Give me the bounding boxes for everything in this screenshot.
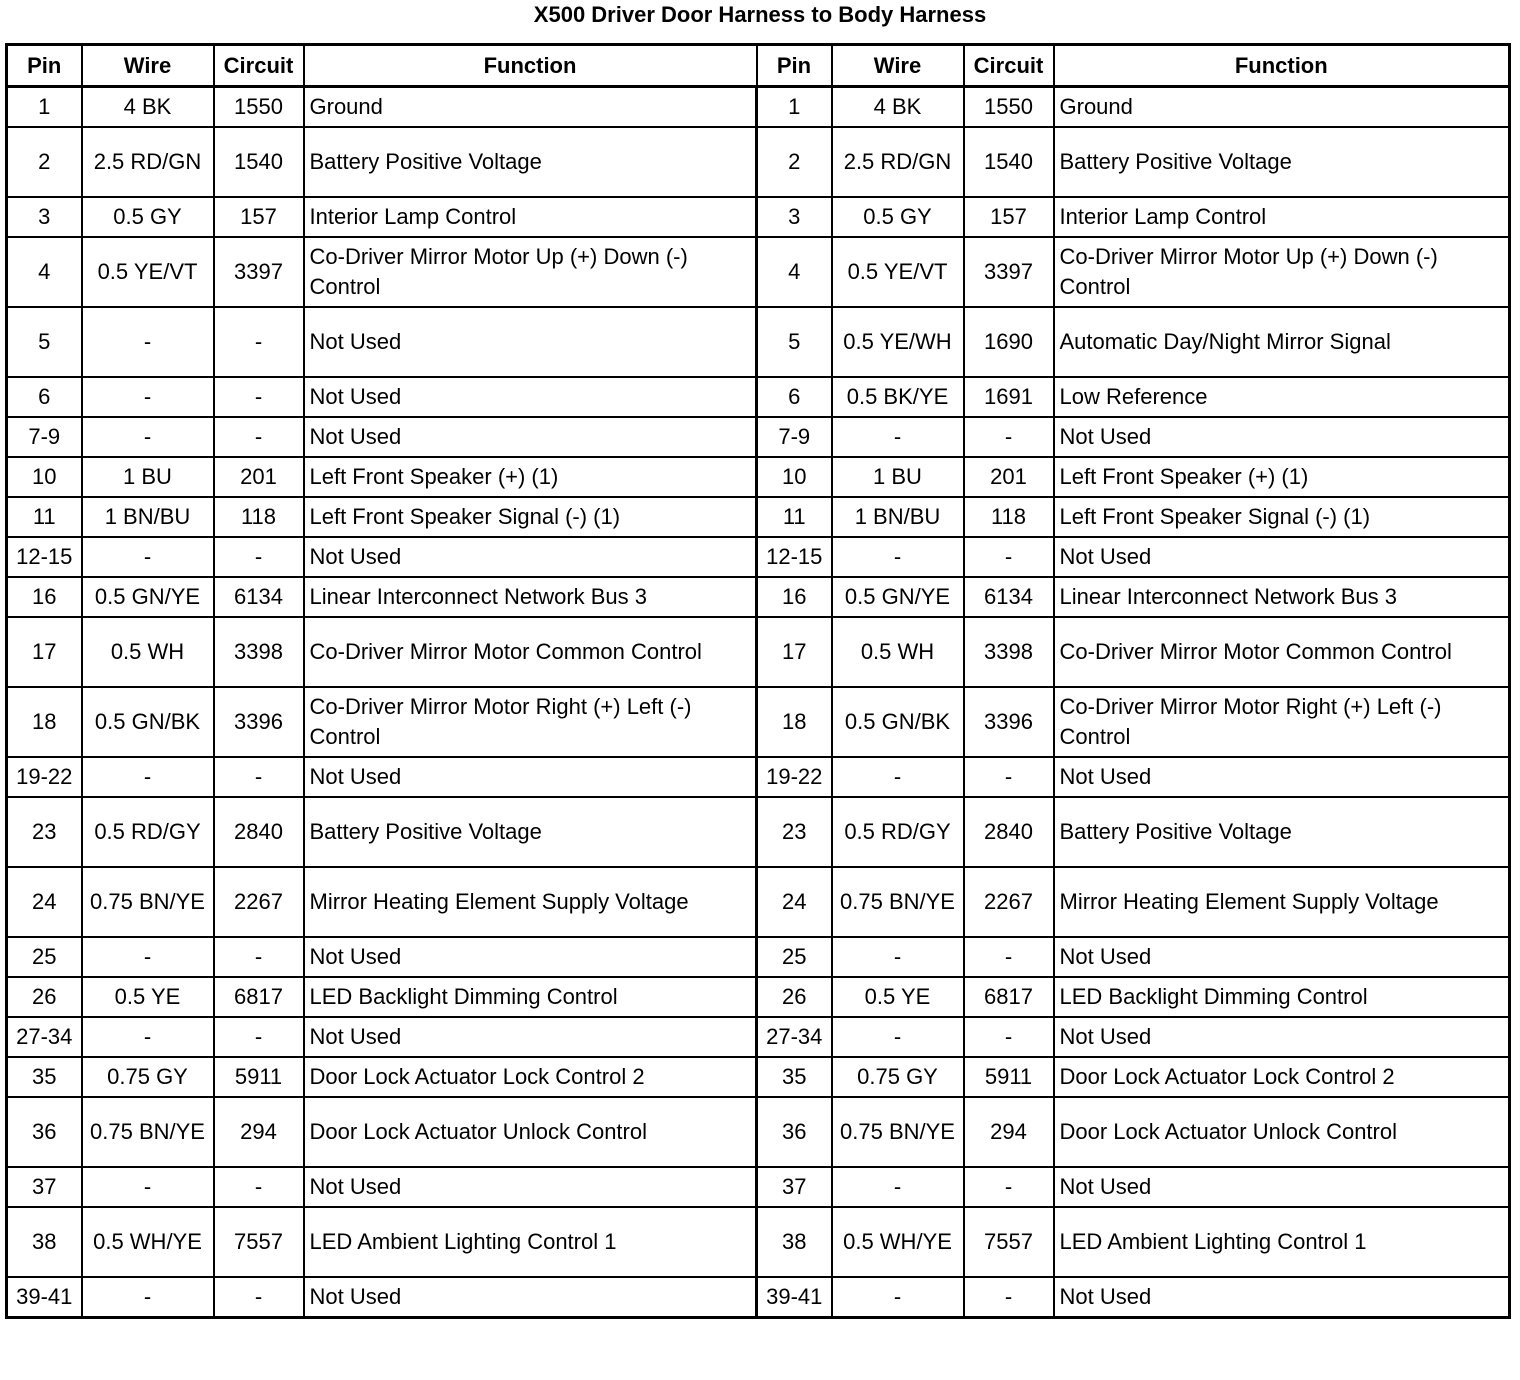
cell-circuit-right: 5911 (964, 1057, 1054, 1097)
cell-function: LED Ambient Lighting Control 1 (304, 1207, 757, 1277)
cell-wire-right: 0.5 YE/WH (832, 307, 964, 377)
cell-wire-right: 0.75 BN/YE (832, 1097, 964, 1167)
table-row (7, 577, 1510, 617)
cell-function: Mirror Heating Element Supply Voltage (304, 867, 757, 937)
cell-pin-right: 7-9 (757, 417, 832, 457)
cell-wire: - (82, 1277, 214, 1318)
cell-wire: 0.5 RD/GY (82, 797, 214, 867)
cell-wire-right: 0.5 GY (832, 197, 964, 237)
cell-function: Not Used (304, 937, 757, 977)
cell-pin: 1 (7, 87, 82, 128)
cell-function: Left Front Speaker Signal (-) (1) (304, 497, 757, 537)
cell-wire-right: 0.5 RD/GY (832, 797, 964, 867)
cell-pin-right: 36 (757, 1097, 832, 1167)
cell-circuit-right: - (964, 937, 1054, 977)
cell-function-right: Battery Positive Voltage (1054, 797, 1510, 867)
cell-function: Not Used (304, 377, 757, 417)
cell-pin-right: 6 (757, 377, 832, 417)
cell-circuit-right: - (964, 417, 1054, 457)
table-row (7, 1167, 1510, 1207)
cell-function-right: Left Front Speaker Signal (-) (1) (1054, 497, 1510, 537)
cell-wire: 2.5 RD/GN (82, 127, 214, 197)
cell-pin: 6 (7, 377, 82, 417)
cell-circuit: - (214, 307, 304, 377)
cell-circuit: 1540 (214, 127, 304, 197)
cell-pin: 35 (7, 1057, 82, 1097)
cell-pin-right: 1 (757, 87, 832, 128)
cell-circuit: 1550 (214, 87, 304, 128)
header-pin: Pin (7, 45, 82, 87)
cell-wire: 1 BN/BU (82, 497, 214, 537)
cell-wire: 0.5 WH (82, 617, 214, 687)
cell-wire: 0.75 BN/YE (82, 1097, 214, 1167)
cell-circuit-right: 1690 (964, 307, 1054, 377)
cell-wire: - (82, 1017, 214, 1057)
table-row (7, 757, 1510, 797)
cell-pin: 27-34 (7, 1017, 82, 1057)
table-row (7, 457, 1510, 497)
cell-wire-right: 0.5 YE/VT (832, 237, 964, 307)
cell-pin: 16 (7, 577, 82, 617)
table-row (7, 537, 1510, 577)
cell-pin: 36 (7, 1097, 82, 1167)
cell-wire-right: - (832, 1277, 964, 1318)
cell-pin-right: 23 (757, 797, 832, 867)
cell-circuit: 2267 (214, 867, 304, 937)
cell-wire-right: 0.5 GN/BK (832, 687, 964, 757)
cell-pin-right: 17 (757, 617, 832, 687)
cell-wire-right: 4 BK (832, 87, 964, 128)
cell-pin: 26 (7, 977, 82, 1017)
header-wire: Wire (82, 45, 214, 87)
cell-pin-right: 26 (757, 977, 832, 1017)
cell-circuit-right: 7557 (964, 1207, 1054, 1277)
cell-function: Door Lock Actuator Unlock Control (304, 1097, 757, 1167)
cell-function-right: Not Used (1054, 1167, 1510, 1207)
table-row (7, 87, 1510, 128)
table-row (7, 497, 1510, 537)
cell-wire-right: 0.5 BK/YE (832, 377, 964, 417)
cell-pin-right: 35 (757, 1057, 832, 1097)
cell-function: Not Used (304, 1017, 757, 1057)
header-pin-right: Pin (757, 45, 832, 87)
cell-pin: 23 (7, 797, 82, 867)
cell-circuit-right: 201 (964, 457, 1054, 497)
cell-function: Left Front Speaker (+) (1) (304, 457, 757, 497)
table-row (7, 977, 1510, 1017)
cell-pin-right: 2 (757, 127, 832, 197)
cell-wire: 1 BU (82, 457, 214, 497)
cell-circuit: - (214, 417, 304, 457)
cell-wire-right: - (832, 1167, 964, 1207)
cell-wire-right: 1 BN/BU (832, 497, 964, 537)
cell-pin-right: 5 (757, 307, 832, 377)
cell-wire-right: - (832, 937, 964, 977)
cell-function-right: Not Used (1054, 1017, 1510, 1057)
cell-wire: 0.5 GY (82, 197, 214, 237)
cell-function-right: Not Used (1054, 1277, 1510, 1318)
cell-function-right: Linear Interconnect Network Bus 3 (1054, 577, 1510, 617)
cell-pin-right: 39-41 (757, 1277, 832, 1318)
cell-pin-right: 18 (757, 687, 832, 757)
cell-pin: 25 (7, 937, 82, 977)
table-row (7, 937, 1510, 977)
table-row (7, 1057, 1510, 1097)
cell-function-right: Not Used (1054, 937, 1510, 977)
cell-wire-right: - (832, 417, 964, 457)
cell-circuit: 201 (214, 457, 304, 497)
table-row (7, 1017, 1510, 1057)
table-row (7, 307, 1510, 377)
cell-wire-right: - (832, 537, 964, 577)
cell-pin: 12-15 (7, 537, 82, 577)
cell-circuit-right: - (964, 1277, 1054, 1318)
cell-function-right: Co-Driver Mirror Motor Up (+) Down (-) Control (1054, 237, 1510, 307)
cell-circuit: - (214, 1167, 304, 1207)
cell-pin: 4 (7, 237, 82, 307)
cell-wire: - (82, 937, 214, 977)
cell-function-right: Ground (1054, 87, 1510, 128)
cell-function: Linear Interconnect Network Bus 3 (304, 577, 757, 617)
cell-wire-right: 0.75 GY (832, 1057, 964, 1097)
cell-pin-right: 38 (757, 1207, 832, 1277)
cell-function-right: Left Front Speaker (+) (1) (1054, 457, 1510, 497)
cell-wire: 0.5 GN/YE (82, 577, 214, 617)
cell-circuit: 118 (214, 497, 304, 537)
table-row (7, 127, 1510, 197)
cell-pin: 3 (7, 197, 82, 237)
cell-circuit: 294 (214, 1097, 304, 1167)
cell-wire-right: 0.5 WH (832, 617, 964, 687)
cell-circuit: 6817 (214, 977, 304, 1017)
cell-circuit: - (214, 1277, 304, 1318)
table-row (7, 1097, 1510, 1167)
cell-function-right: Low Reference (1054, 377, 1510, 417)
cell-wire: 0.75 GY (82, 1057, 214, 1097)
cell-pin: 7-9 (7, 417, 82, 457)
cell-circuit: - (214, 537, 304, 577)
cell-circuit-right: - (964, 1167, 1054, 1207)
cell-function: Not Used (304, 537, 757, 577)
cell-wire: - (82, 307, 214, 377)
table-title: X500 Driver Door Harness to Body Harness (533, 2, 987, 27)
table-row (7, 417, 1510, 457)
cell-pin: 37 (7, 1167, 82, 1207)
cell-circuit: 157 (214, 197, 304, 237)
cell-wire: - (82, 377, 214, 417)
cell-function: Co-Driver Mirror Motor Up (+) Down (-) Control (304, 237, 757, 307)
cell-pin-right: 27-34 (757, 1017, 832, 1057)
cell-circuit: 3398 (214, 617, 304, 687)
cell-function-right: Door Lock Actuator Lock Control 2 (1054, 1057, 1510, 1097)
cell-function: Battery Positive Voltage (304, 797, 757, 867)
cell-function-right: Battery Positive Voltage (1054, 127, 1510, 197)
cell-circuit-right: 6817 (964, 977, 1054, 1017)
cell-wire-right: 0.5 GN/YE (832, 577, 964, 617)
cell-circuit-right: 1691 (964, 377, 1054, 417)
cell-circuit: - (214, 1017, 304, 1057)
cell-pin-right: 37 (757, 1167, 832, 1207)
cell-wire: 0.5 GN/BK (82, 687, 214, 757)
cell-wire-right: 0.75 BN/YE (832, 867, 964, 937)
cell-function-right: Mirror Heating Element Supply Voltage (1054, 867, 1510, 937)
cell-pin: 18 (7, 687, 82, 757)
cell-function: Door Lock Actuator Lock Control 2 (304, 1057, 757, 1097)
cell-wire-right: 0.5 WH/YE (832, 1207, 964, 1277)
cell-pin-right: 11 (757, 497, 832, 537)
cell-function: LED Backlight Dimming Control (304, 977, 757, 1017)
cell-function-right: Co-Driver Mirror Motor Right (+) Left (-) Control (1054, 687, 1510, 757)
table-row (7, 377, 1510, 417)
cell-function: Not Used (304, 417, 757, 457)
cell-circuit: - (214, 937, 304, 977)
cell-circuit: 6134 (214, 577, 304, 617)
cell-pin-right: 24 (757, 867, 832, 937)
cell-pin: 11 (7, 497, 82, 537)
cell-circuit: 2840 (214, 797, 304, 867)
cell-wire: 0.5 WH/YE (82, 1207, 214, 1277)
cell-pin-right: 12-15 (757, 537, 832, 577)
cell-pin: 5 (7, 307, 82, 377)
cell-circuit: 5911 (214, 1057, 304, 1097)
cell-pin: 10 (7, 457, 82, 497)
cell-wire-right: 2.5 RD/GN (832, 127, 964, 197)
cell-wire: 0.5 YE (82, 977, 214, 1017)
cell-circuit-right: 1540 (964, 127, 1054, 197)
cell-function-right: Not Used (1054, 417, 1510, 457)
cell-pin-right: 10 (757, 457, 832, 497)
table-row (7, 237, 1510, 307)
cell-circuit-right: 2840 (964, 797, 1054, 867)
cell-function-right: Interior Lamp Control (1054, 197, 1510, 237)
cell-pin-right: 16 (757, 577, 832, 617)
cell-function: Ground (304, 87, 757, 128)
cell-circuit-right: 118 (964, 497, 1054, 537)
cell-wire: - (82, 1167, 214, 1207)
cell-circuit-right: 3397 (964, 237, 1054, 307)
cell-function: Not Used (304, 1167, 757, 1207)
header-function-right: Function (1054, 45, 1510, 87)
cell-pin: 2 (7, 127, 82, 197)
cell-pin-right: 4 (757, 237, 832, 307)
header-circuit: Circuit (214, 45, 304, 87)
cell-wire-right: - (832, 757, 964, 797)
cell-circuit: 3396 (214, 687, 304, 757)
cell-circuit-right: - (964, 757, 1054, 797)
table-row (7, 797, 1510, 867)
cell-circuit-right: - (964, 1017, 1054, 1057)
cell-function: Battery Positive Voltage (304, 127, 757, 197)
cell-pin: 39-41 (7, 1277, 82, 1318)
cell-pin: 19-22 (7, 757, 82, 797)
cell-function-right: Automatic Day/Night Mirror Signal (1054, 307, 1510, 377)
table-row (7, 1277, 1510, 1318)
table-row (7, 197, 1510, 237)
cell-function: Not Used (304, 1277, 757, 1318)
cell-circuit-right: 1550 (964, 87, 1054, 128)
cell-circuit-right: 294 (964, 1097, 1054, 1167)
cell-wire: 4 BK (82, 87, 214, 128)
cell-circuit-right: 3396 (964, 687, 1054, 757)
cell-circuit: 3397 (214, 237, 304, 307)
cell-circuit: - (214, 757, 304, 797)
cell-circuit: - (214, 377, 304, 417)
cell-function: Interior Lamp Control (304, 197, 757, 237)
cell-pin-right: 25 (757, 937, 832, 977)
header-function: Function (304, 45, 757, 87)
connector-pinout-table (5, 43, 1511, 1319)
cell-function: Not Used (304, 757, 757, 797)
cell-circuit-right: 3398 (964, 617, 1054, 687)
cell-circuit-right: - (964, 537, 1054, 577)
cell-circuit-right: 2267 (964, 867, 1054, 937)
cell-function: Not Used (304, 307, 757, 377)
cell-circuit-right: 157 (964, 197, 1054, 237)
cell-wire-right: - (832, 1017, 964, 1057)
cell-wire: 0.5 YE/VT (82, 237, 214, 307)
cell-pin-right: 19-22 (757, 757, 832, 797)
table-row (7, 617, 1510, 687)
cell-wire: - (82, 417, 214, 457)
table-row (7, 867, 1510, 937)
cell-pin: 38 (7, 1207, 82, 1277)
cell-circuit-right: 6134 (964, 577, 1054, 617)
cell-wire: - (82, 537, 214, 577)
table-row (7, 687, 1510, 757)
cell-pin: 17 (7, 617, 82, 687)
cell-circuit: 7557 (214, 1207, 304, 1277)
cell-function: Co-Driver Mirror Motor Common Control (304, 617, 757, 687)
cell-wire-right: 1 BU (832, 457, 964, 497)
cell-function-right: Door Lock Actuator Unlock Control (1054, 1097, 1510, 1167)
cell-function-right: Not Used (1054, 537, 1510, 577)
table-row (7, 1207, 1510, 1277)
cell-wire: - (82, 757, 214, 797)
cell-function-right: LED Ambient Lighting Control 1 (1054, 1207, 1510, 1277)
cell-function-right: Co-Driver Mirror Motor Common Control (1054, 617, 1510, 687)
header-circuit-right: Circuit (964, 45, 1054, 87)
cell-pin: 24 (7, 867, 82, 937)
cell-function-right: Not Used (1054, 757, 1510, 797)
cell-function-right: LED Backlight Dimming Control (1054, 977, 1510, 1017)
header-wire-right: Wire (832, 45, 964, 87)
cell-function: Co-Driver Mirror Motor Right (+) Left (-) Control (304, 687, 757, 757)
cell-pin-right: 3 (757, 197, 832, 237)
table-header-row (7, 45, 1510, 87)
cell-wire-right: 0.5 YE (832, 977, 964, 1017)
cell-wire: 0.75 BN/YE (82, 867, 214, 937)
